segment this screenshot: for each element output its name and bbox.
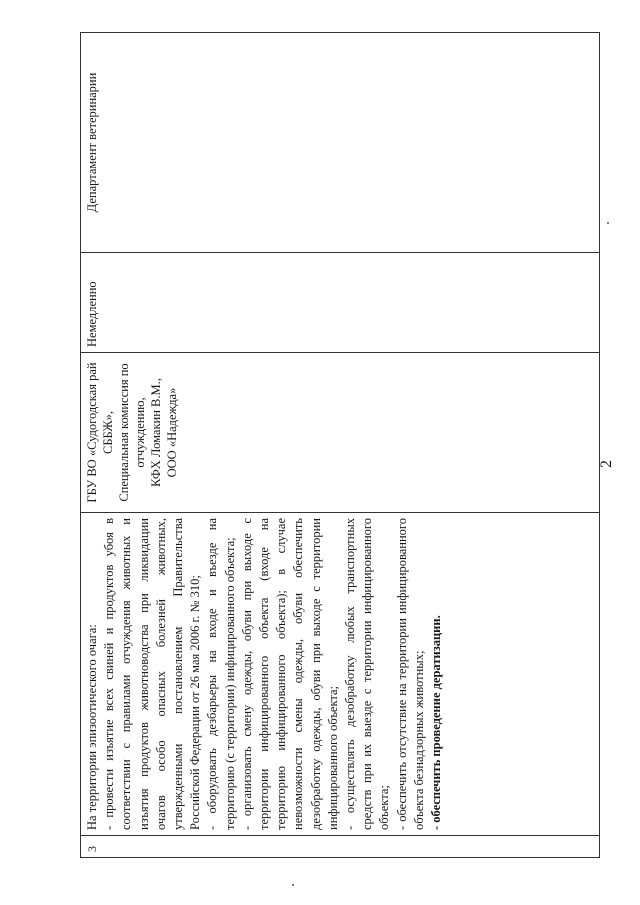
deadline-cell: Немедленно — [81, 253, 600, 353]
responsible-parties — [81, 353, 600, 513]
description-line: - организовать смену одежды, обуви при выходе с территории инфицированного объекта (входе на территорию инфицированного объекта); в случае невозможности смены одежды, обуви обеспечить дезобработку одежды, обуви при выходе с территории инфицированного объекта; — [239, 518, 340, 830]
measures-table — [80, 32, 600, 858]
description-line: На территории эпизоотического очага: — [85, 624, 99, 830]
description-line: - оборудовать дезбарьеры на входе и въезде на территорию (с территории) инфицированного объекта; — [205, 518, 237, 830]
department-cell: Департамент ветеринарии — [81, 33, 600, 253]
description-line: - обеспечить отсутствие на территории инфицированного объекта безнадзорных животных; — [394, 518, 426, 830]
responsible-line: ГБУ ВО «Судогодская рай СББЖ», — [85, 362, 115, 503]
responsible-line: Специальная комиссия по отчуждению, — [117, 363, 147, 502]
table-row — [81, 33, 600, 858]
measure-description — [81, 513, 600, 836]
description-line: - провести изъятие всех свиней и продуктов убоя в соответствии с правилами отчуждения животных и изъятия продуктов животноводства при ликвидации очагов особо опасных болезней животных, утвержденными постановлением Правительства Российской Федерации от 26 мая 2006 г. № 310; — [102, 518, 203, 830]
row-number: 3 — [81, 836, 600, 858]
responsible-line: ООО «Надежда» — [165, 387, 179, 478]
scan-speck — [607, 222, 609, 224]
page-number: 2 — [598, 460, 615, 468]
description-line: - обеспечить проведение дератизации. — [429, 615, 444, 830]
rotated-page-content — [80, 33, 640, 858]
responsible-line: КФХ Ломакин В.М., — [149, 378, 163, 487]
scan-speck — [292, 884, 294, 886]
description-line: - осуществлять дезобработку любых транспортных средств при их выезде с территории инфицированного объекта; — [343, 518, 392, 830]
